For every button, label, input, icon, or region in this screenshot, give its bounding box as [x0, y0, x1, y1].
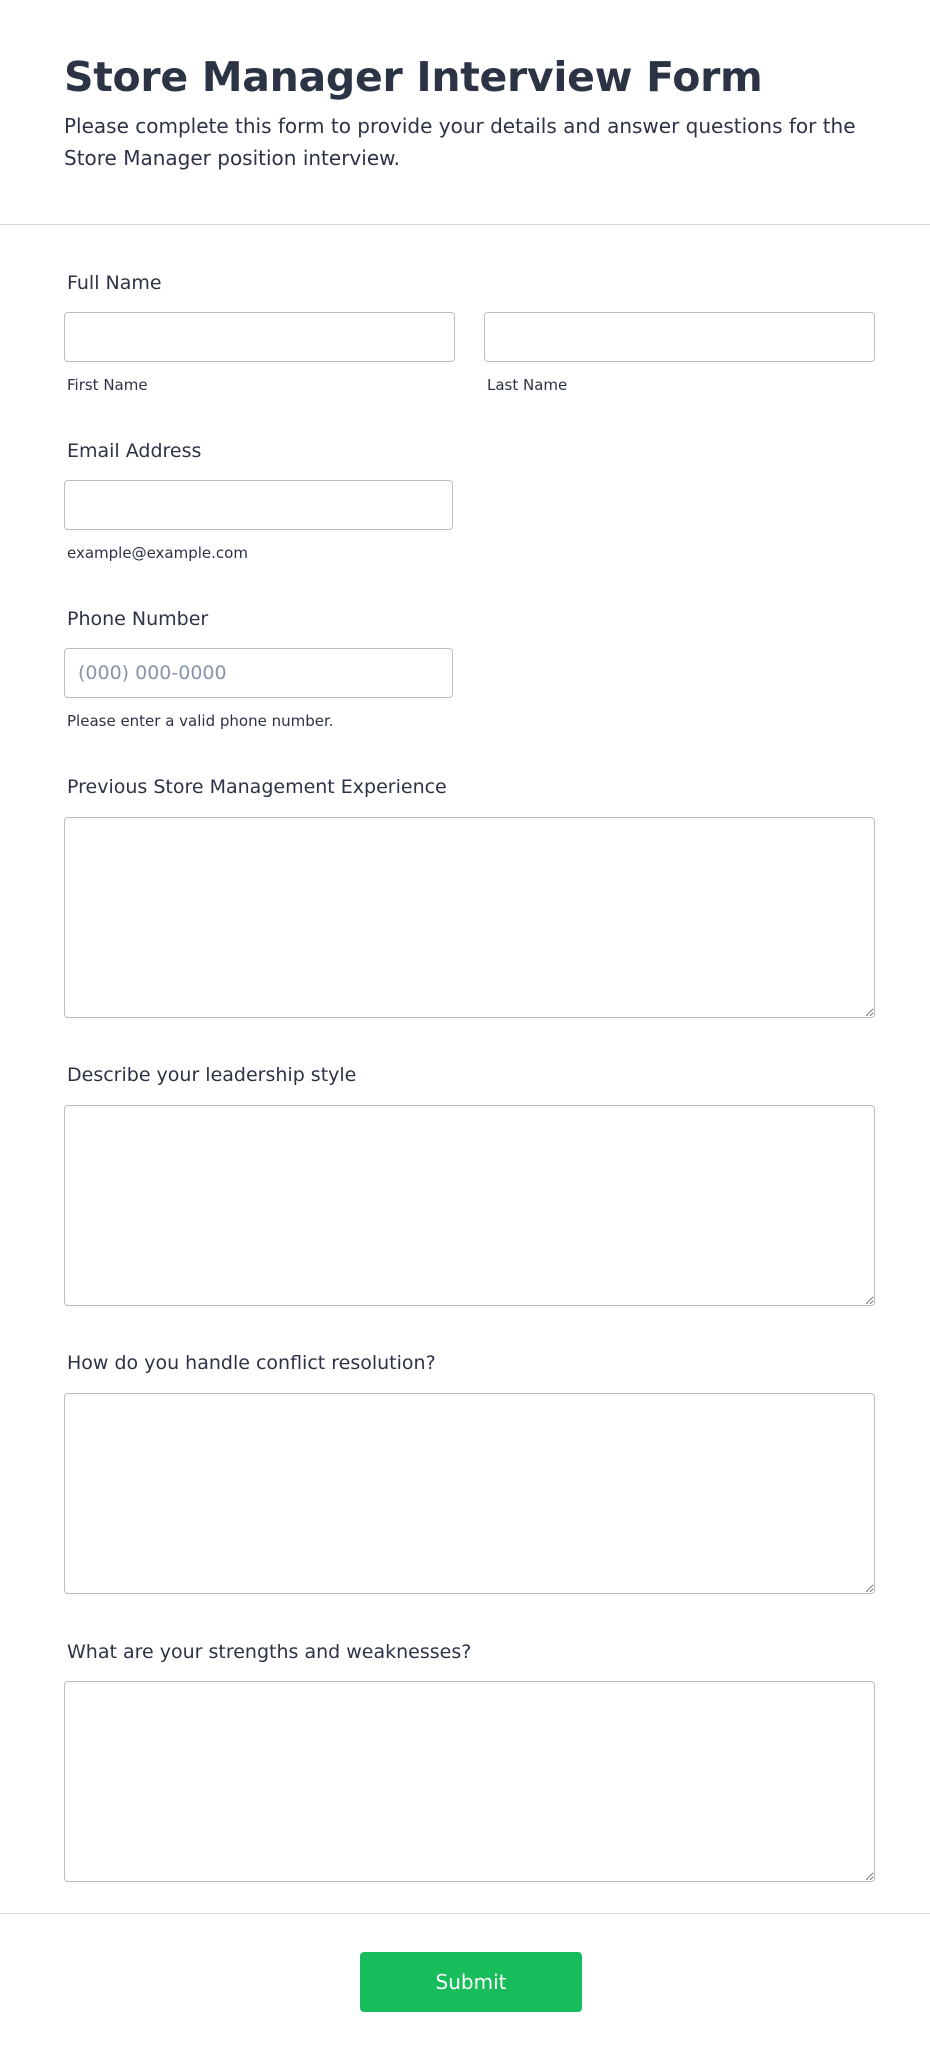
form-description: Please complete this form to provide your details and answer questions for the Store Manager position interview.: [64, 114, 856, 170]
phone-input[interactable]: [64, 648, 453, 698]
leadership-group: [64, 1105, 875, 1310]
strengths-textarea[interactable]: [64, 1681, 875, 1882]
leadership-label: Describe your leadership style: [67, 1064, 357, 1086]
strengths-field: [64, 1640, 471, 1664]
form-footer: [0, 1913, 930, 2061]
email-label: Email Address: [67, 440, 202, 462]
first-name-sublabel: First Name: [67, 376, 148, 394]
experience-group: [64, 817, 875, 1022]
strengths-group: [64, 1681, 875, 1886]
email-group: [64, 480, 453, 563]
last-name-group: [484, 312, 875, 395]
phone-sublabel: Please enter a valid phone number.: [67, 712, 334, 730]
full-name-label: Full Name: [67, 272, 162, 294]
phone-field: [64, 607, 208, 631]
full-name-field: [64, 271, 162, 295]
first-name-group: [64, 312, 455, 395]
conflict-textarea[interactable]: [64, 1393, 875, 1594]
form-title: Store Manager Interview Form: [64, 53, 763, 101]
experience-field: [64, 775, 447, 799]
conflict-label: How do you handle conflict resolution?: [67, 1352, 436, 1374]
experience-label: Previous Store Management Experience: [67, 776, 447, 798]
first-name-input[interactable]: [64, 312, 455, 362]
submit-button[interactable]: Submit: [360, 1952, 582, 2012]
form-header: [0, 0, 930, 225]
strengths-label: What are your strengths and weaknesses?: [67, 1641, 472, 1663]
last-name-input[interactable]: [484, 312, 875, 362]
conflict-group: [64, 1393, 875, 1598]
email-input[interactable]: [64, 480, 453, 530]
phone-group: [64, 648, 453, 731]
email-field: [64, 439, 201, 463]
email-sublabel: example@example.com: [67, 544, 248, 562]
leadership-field: [64, 1063, 356, 1087]
phone-label: Phone Number: [67, 608, 209, 630]
leadership-textarea[interactable]: [64, 1105, 875, 1306]
conflict-field: [64, 1351, 436, 1375]
experience-textarea[interactable]: [64, 817, 875, 1018]
last-name-sublabel: Last Name: [487, 376, 568, 394]
